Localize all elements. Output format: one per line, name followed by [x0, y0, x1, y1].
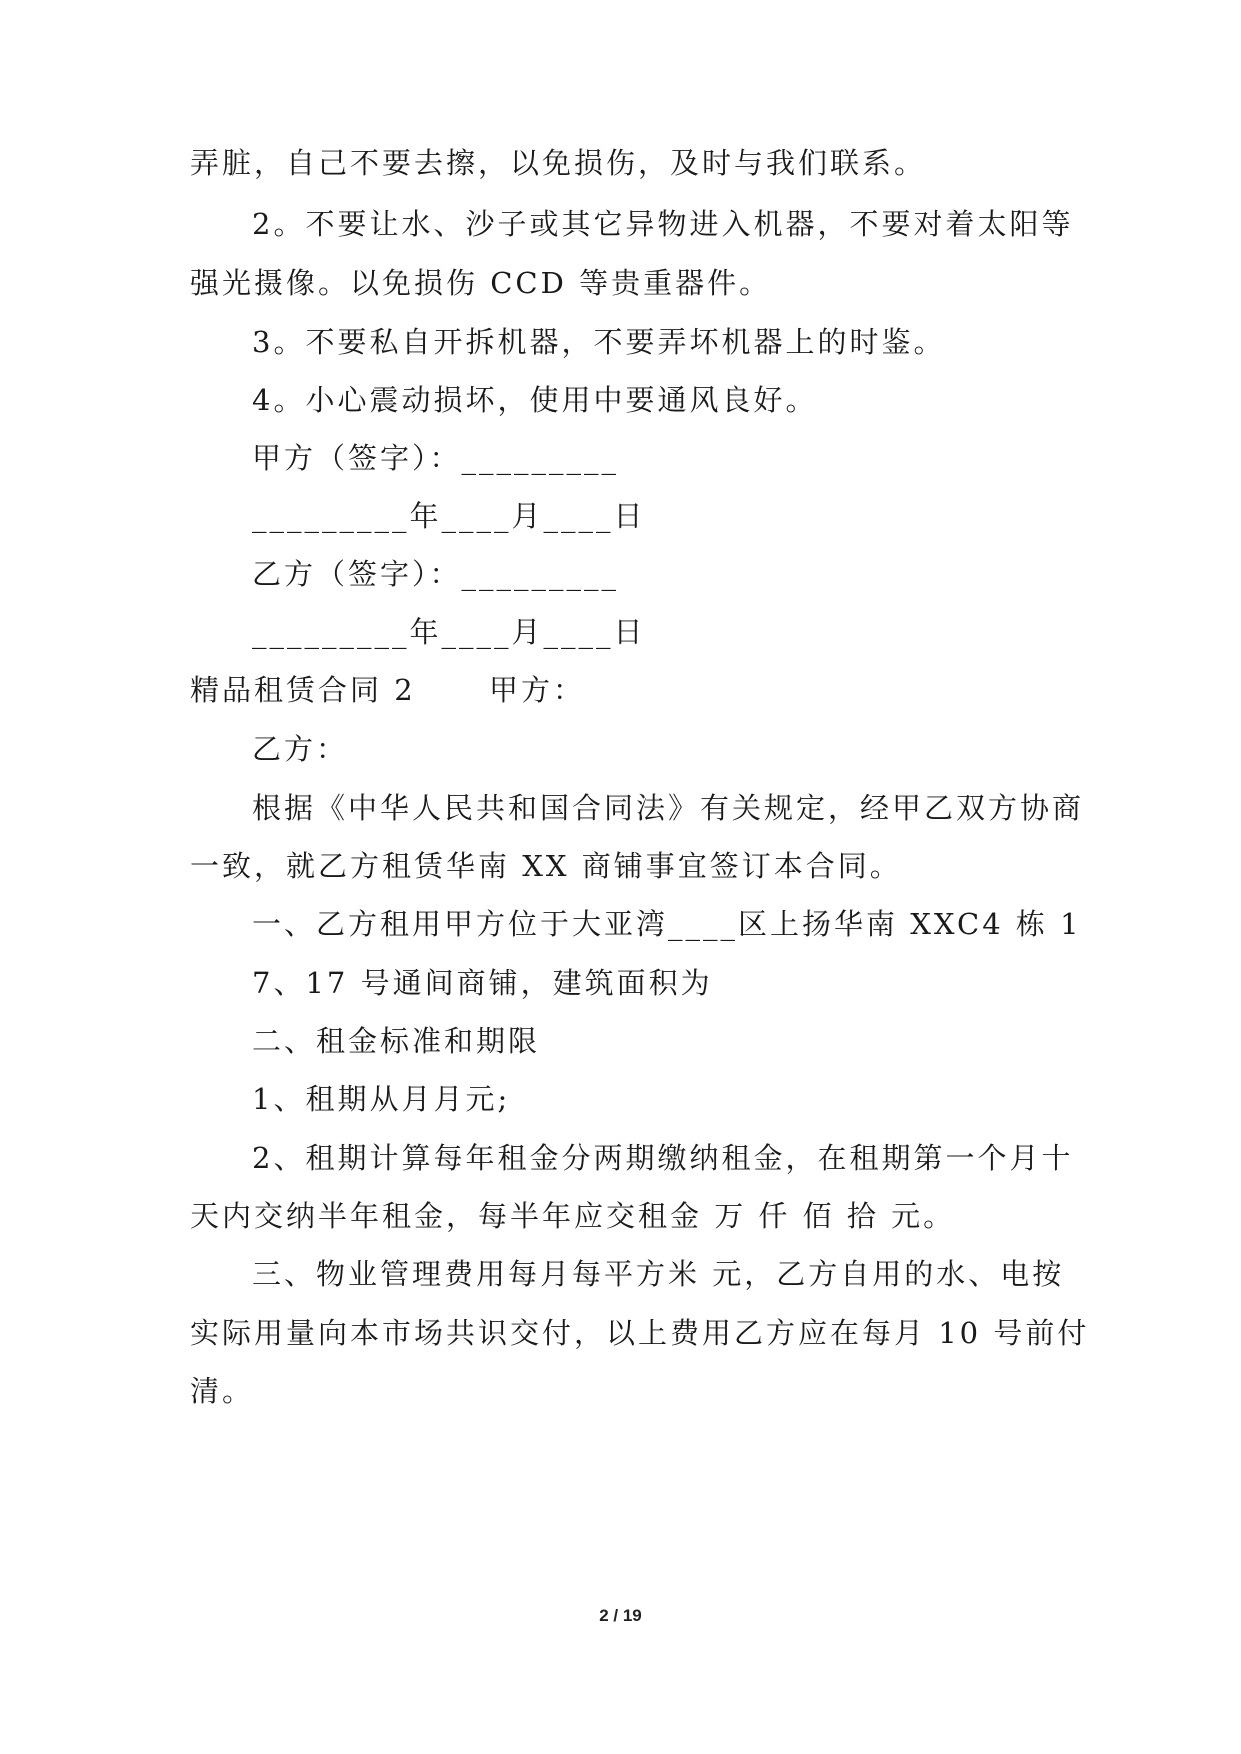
paragraph-line: 一、乙方租用甲方位于大亚湾____区上扬华南 XXC4 栋 1 [252, 907, 1082, 941]
paragraph-line: 3。不要私自开拆机器，不要弄坏机器上的时鉴。 [252, 325, 946, 359]
paragraph-line: 4。小心震动损坏，使用中要通风良好。 [252, 383, 818, 417]
date-line-party-a: _________年____月____日 [252, 499, 646, 533]
paragraph-line: 1、租期从月月元; [252, 1082, 511, 1116]
paragraph-line: 2、租期计算每年租金分两期缴纳租金，在租期第一个月十 [252, 1141, 1074, 1175]
paragraph-line: 2。不要让水、沙子或其它异物进入机器，不要对着太阳等 [252, 207, 1074, 241]
section-heading: 二、租金标准和期限 [252, 1024, 541, 1058]
page-number: 2 / 19 [599, 1606, 642, 1625]
paragraph-line: 清。 [190, 1374, 255, 1408]
paragraph-line: 弄脏，自己不要去擦，以免损伤，及时与我们联系。 [190, 146, 927, 180]
contract-heading: 精品租赁合同 2 甲方： [190, 673, 585, 707]
paragraph-line: 根据《中华人民共和国合同法》有关规定，经甲乙双方协商 [252, 791, 1085, 825]
date-line-party-b: _________年____月____日 [252, 615, 646, 649]
paragraph-line: 三、物业管理费用每月每平方米 元，乙方自用的水、电按 [252, 1257, 1065, 1291]
paragraph-line: 乙方： [252, 732, 349, 766]
paragraph-line: 强光摄像。以免损伤 CCD 等贵重器件。 [190, 266, 772, 300]
signature-line-party-a: 甲方（签字）：_________ [252, 441, 620, 475]
paragraph-line: 7、17 号通间商铺，建筑面积为 [252, 966, 713, 1000]
paragraph-line: 一致，就乙方租赁华南 XX 商铺事宜签订本合同。 [190, 849, 902, 883]
signature-line-party-b: 乙方（签字）：_________ [252, 557, 620, 591]
paragraph-line: 实际用量向本市场共识交付，以上费用乙方应在每月 10 号前付 [190, 1316, 1090, 1350]
paragraph-line: 天内交纳半年租金，每半年应交租金 万 仟 佰 拾 元。 [190, 1199, 956, 1233]
